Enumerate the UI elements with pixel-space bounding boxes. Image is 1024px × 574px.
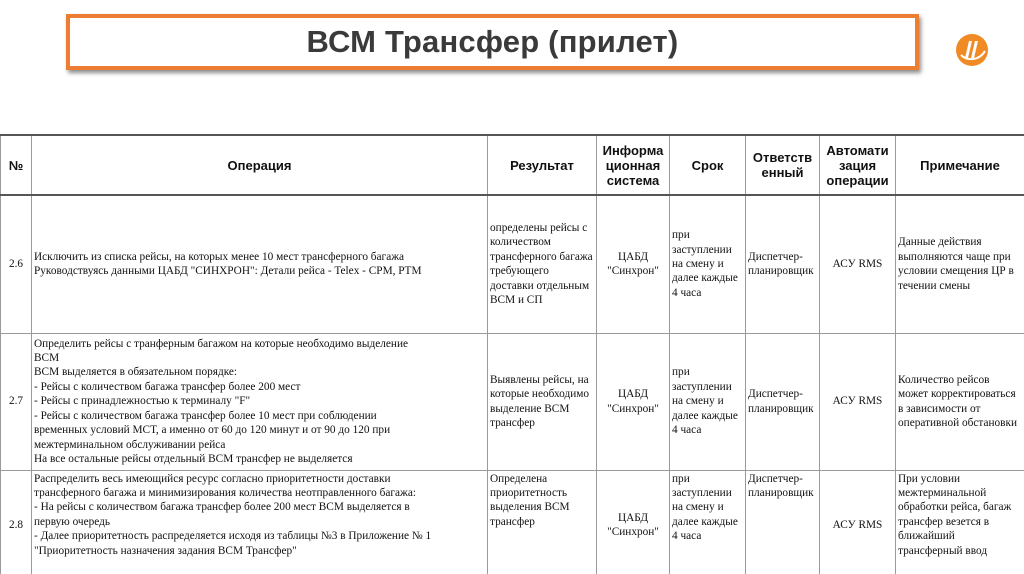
operation-cell xyxy=(32,333,488,470)
operation-line: - Далее приоритетность распределяется исходя из таблицы №3 в Приложение № 1 xyxy=(34,530,432,543)
term-cell xyxy=(670,470,746,574)
result-cell xyxy=(488,470,597,574)
operation-line: - На рейсы с количеством багажа трансфер более 200 мест ВСМ выделяется в xyxy=(34,501,410,514)
table-row xyxy=(1,195,1024,333)
result-cell xyxy=(488,333,597,470)
operation-line: - Рейсы с принадлежностью к терминалу "F" xyxy=(34,395,251,408)
term-text: при заступлении на смену и далее каждые 4 часа xyxy=(672,366,738,437)
term-cell xyxy=(670,195,746,333)
result-text: Выявлены рейсы, на которые необходимо выделение ВСМ трансфер xyxy=(490,373,590,429)
column-header-term: Срок xyxy=(670,135,746,195)
result-cell xyxy=(488,195,597,333)
title-box xyxy=(66,14,919,70)
operation-line: трансферного багажа и минимизирования количества неотправленного багажа: xyxy=(34,486,416,499)
operation-line: Руководствуясь данными ЦАБД "СИНХРОН": Детали рейса - Telex - CPM, PTM xyxy=(34,265,422,278)
operation-line: межтерминальном обслуживании рейса xyxy=(34,438,226,451)
operation-line: первую очередь xyxy=(34,515,111,528)
operation-line: На все остальные рейсы отдельный ВСМ трансфер не выделяется xyxy=(34,452,353,465)
column-header-responsible: Ответств енный xyxy=(746,135,820,195)
note-cell: При условии межтерминальной обработки рейса, багаж трансфер везется в ближайший трансферный ввод xyxy=(896,470,1024,574)
automation-cell: АСУ RMS xyxy=(820,333,896,470)
automation-cell: АСУ RMS xyxy=(820,195,896,333)
term-cell xyxy=(670,333,746,470)
company-logo-icon xyxy=(955,33,989,67)
table-row xyxy=(1,333,1024,470)
operation-line: Исключить из списка рейсы, на которых менее 10 мест трансферного багажа xyxy=(34,250,405,263)
operation-line: ВСМ xyxy=(34,352,60,365)
page-title: ВСМ Трансфер (прилет) xyxy=(306,24,679,59)
operation-line: - Рейсы с количеством багажа трансфер более 10 мест при соблюдении xyxy=(34,409,377,422)
column-header-note: Примечание xyxy=(896,135,1024,195)
system-cell: ЦАБД "Синхрон" xyxy=(597,470,670,574)
note-cell: Данные действия выполняются чаще при условии смещения ЦР в течении смены xyxy=(896,195,1024,333)
column-header-number: № xyxy=(1,135,32,195)
row-number: 2.6 xyxy=(1,195,32,333)
operation-cell xyxy=(32,195,488,333)
automation-cell: АСУ RMS xyxy=(820,470,896,574)
operation-line: "Приоритетность назначения задания ВСМ Трансфер" xyxy=(34,544,297,557)
column-header-system: Информа ционная система xyxy=(597,135,670,195)
operation-cell xyxy=(32,470,488,574)
system-cell: ЦАБД "Синхрон" xyxy=(597,333,670,470)
responsible-cell: Диспетчер-планировщик xyxy=(746,195,820,333)
table-header-row xyxy=(1,135,1024,195)
operations-table xyxy=(0,134,1024,574)
term-text: при заступлении на смену и далее каждые 4 часа xyxy=(672,229,738,299)
term-text: при заступлении на смену и далее каждые 4 часа xyxy=(672,472,738,543)
operation-line: Определить рейсы с транферным багажом на которые необходимо выделение xyxy=(34,337,408,350)
operation-line: ВСМ выделяется в обязательном порядке: xyxy=(34,366,238,379)
result-text: Определена приоритетность выделения ВСМ трансфер xyxy=(490,472,570,528)
row-number: 2.8 xyxy=(1,470,32,574)
note-cell: Количество рейсов может корректироваться в зависимости от оперативной обстановки xyxy=(896,333,1024,470)
system-cell: ЦАБД "Синхрон" xyxy=(597,195,670,333)
column-header-result: Результат xyxy=(488,135,597,195)
operation-line: Распределить весь имеющийся ресурс согласно приоритетности доставки xyxy=(34,472,391,485)
responsible-cell: Диспетчер-планировщик xyxy=(746,333,820,470)
row-number: 2.7 xyxy=(1,333,32,470)
table-row xyxy=(1,470,1024,574)
operation-line: временных условий МСТ, а именно от 60 до 120 минут и от 90 до 120 при xyxy=(34,424,391,437)
responsible-cell: Диспетчер-планировщик xyxy=(746,470,820,574)
column-header-operation: Операция xyxy=(32,135,488,195)
column-header-automation: Автомати зация операции xyxy=(820,135,896,195)
operation-line: - Рейсы с количеством багажа трансфер более 200 мест xyxy=(34,380,301,393)
result-text: определены рейсы с количеством трансферного багажа требующего доставки отдельным ВСМ и СП xyxy=(490,222,593,307)
